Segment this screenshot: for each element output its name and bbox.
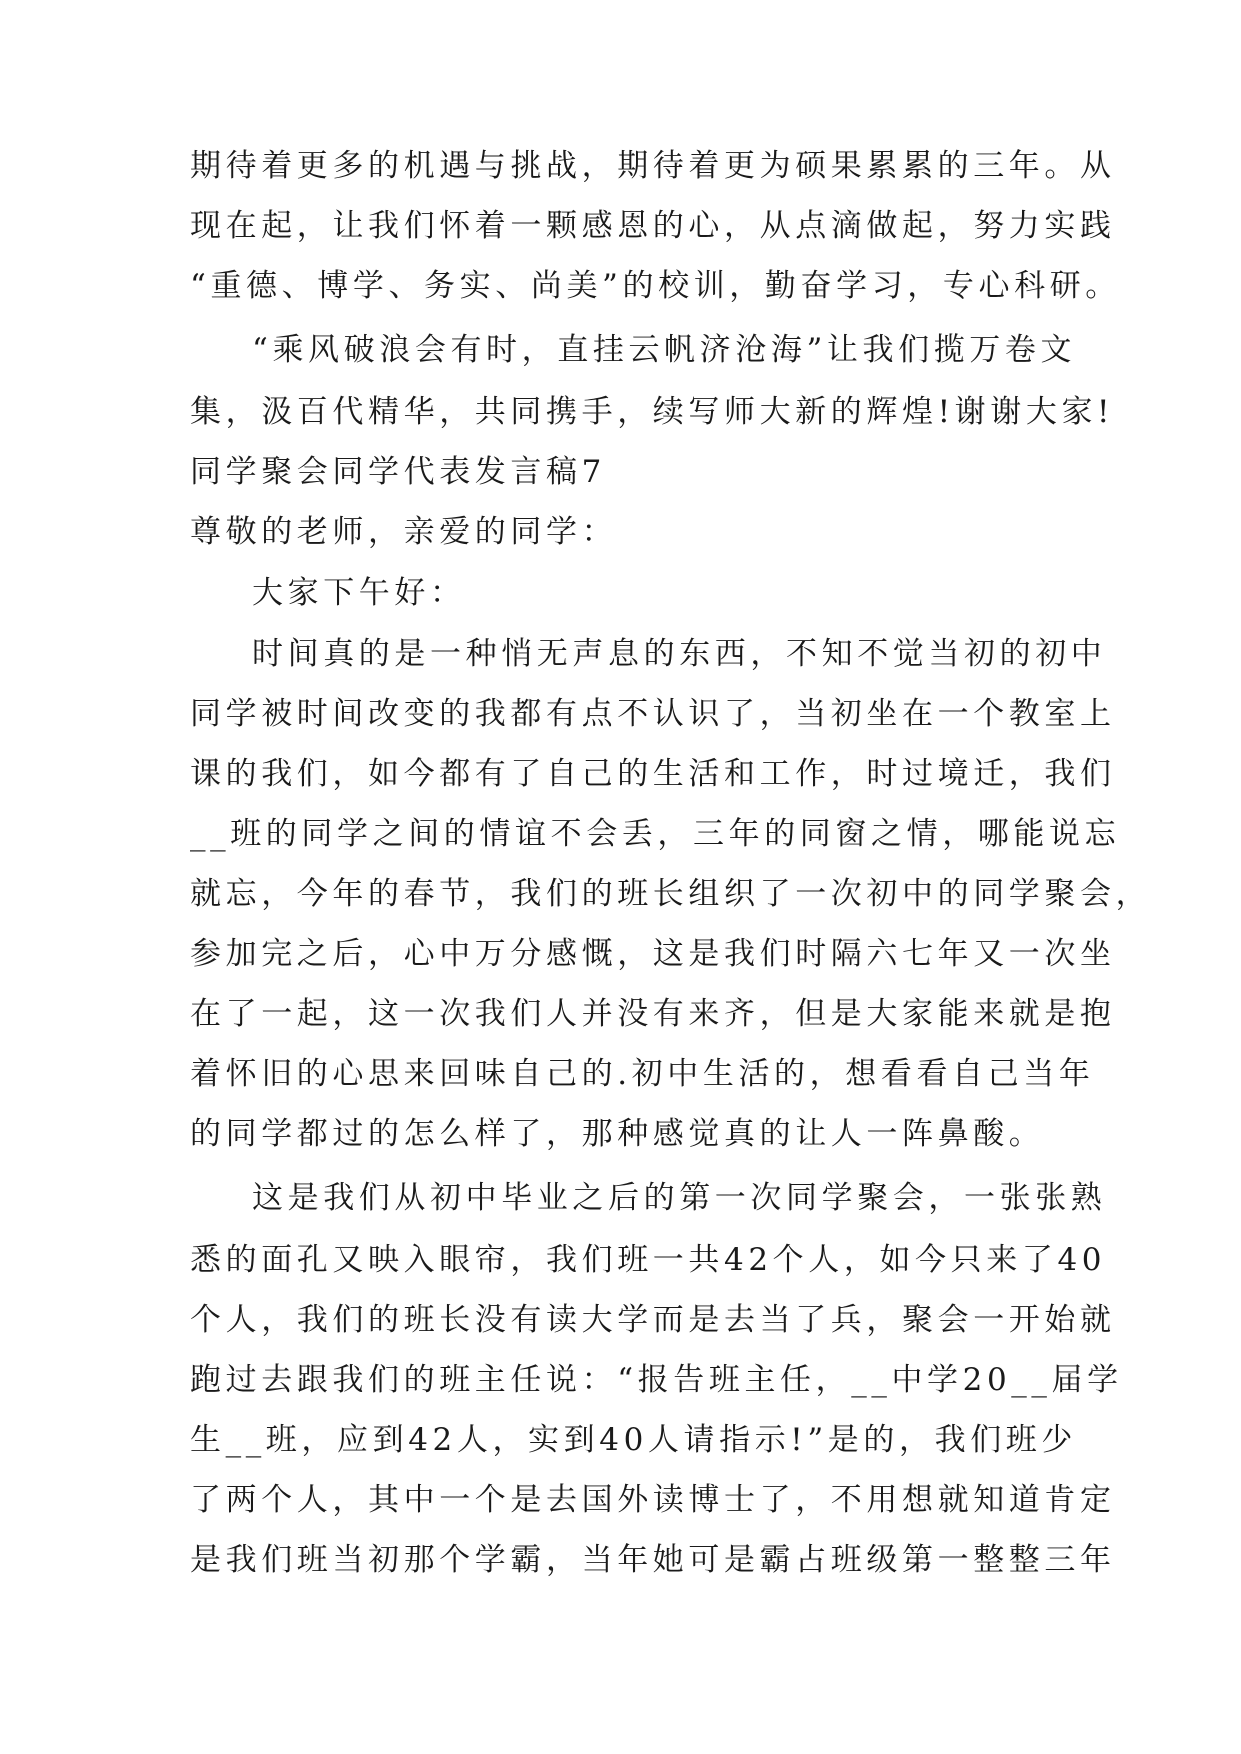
text-line: 期待着更多的机遇与挑战，期待着更为硕果累累的三年。从 <box>190 148 1116 184</box>
text-line: 集，汲百代精华，共同携手，续写师大新的辉煌!谢谢大家! <box>190 394 1115 430</box>
text-line: 在了一起，这一次我们人并没有来齐，但是大家能来就是抱 <box>190 996 1116 1032</box>
text-line: 时间真的是一种悄无声息的东西，不知不觉当初的初中 <box>252 636 1107 672</box>
text-line: 课的我们，如今都有了自己的生活和工作，时过境迁，我们 <box>190 756 1116 792</box>
text-line: “重德、博学、务实、尚美”的校训，勤奋学习，专心科研。 <box>190 268 1121 304</box>
text-line: 这是我们从初中毕业之后的第一次同学聚会，一张张熟 <box>252 1180 1107 1216</box>
text-line: “乘风破浪会有时，直挂云帆济沧海”让我们揽万卷文 <box>252 332 1077 368</box>
text-line: 着怀旧的心思来回味自己的.初中生活的，想看看自己当年 <box>190 1056 1095 1092</box>
text-line: 生__班，应到42人，实到40人请指示!”是的，我们班少 <box>190 1422 1077 1458</box>
salutation: 尊敬的老师，亲爱的同学： <box>190 514 618 550</box>
text-line: 是我们班当初那个学霸，当年她可是霸占班级第一整整三年 <box>190 1542 1116 1578</box>
text-line: 参加完之后，心中万分感慨，这是我们时隔六七年又一次坐 <box>190 936 1116 972</box>
text-line: __班的同学之间的情谊不会丢，三年的同窗之情，哪能说忘 <box>190 816 1121 852</box>
text-line: 同学被时间改变的我都有点不认识了，当初坐在一个教室上 <box>190 696 1116 732</box>
text-line: 就忘，今年的春节，我们的班长组织了一次初中的同学聚会， <box>190 876 1152 912</box>
section-heading: 同学聚会同学代表发言稿7 <box>190 454 606 490</box>
text-line: 现在起，让我们怀着一颗感恩的心，从点滴做起，努力实践 <box>190 208 1116 244</box>
text-line: 的同学都过的怎么样了，那种感觉真的让人一阵鼻酸。 <box>190 1116 1045 1152</box>
text-line: 了两个人，其中一个是去国外读博士了，不用想就知道肯定 <box>190 1482 1116 1518</box>
text-line: 跑过去跟我们的班主任说：“报告班主任，__中学20__届学 <box>190 1362 1123 1398</box>
text-line: 个人，我们的班长没有读大学而是去当了兵，聚会一开始就 <box>190 1302 1116 1338</box>
text-line: 悉的面孔又映入眼帘，我们班一共42个人，如今只来了40 <box>190 1242 1107 1278</box>
greeting: 大家下午好： <box>252 575 466 611</box>
